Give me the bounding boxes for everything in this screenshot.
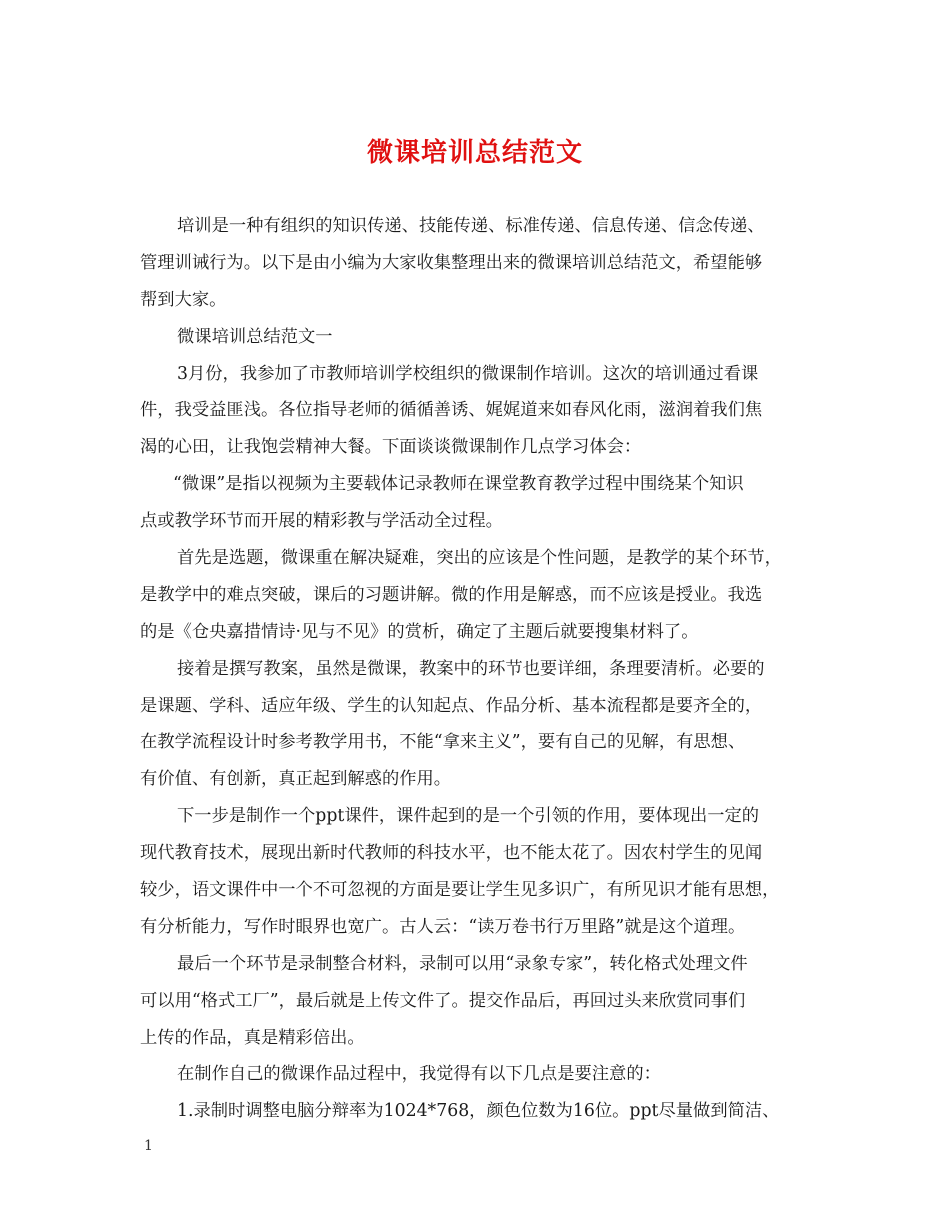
text-line: 可以用“格式工厂”，最后就是上传文件了。提交作品后，再回过头来欣赏同事们 — [140, 990, 746, 1011]
text-line: 是课题、学科、适应年级、学生的认知起点、作品分析、基本流程都是要齐全的， — [140, 695, 763, 716]
text-line: 有价值、有创新，真正起到解惑的作用。 — [140, 769, 452, 790]
text-line: 最后一个环节是录制整合材料，录制可以用“录象专家”，转化格式处理文件 — [177, 953, 748, 974]
text-line: 有分析能力，写作时眼界也宽广。古人云：“读万卷书行万里路”就是这个道理。 — [140, 916, 746, 937]
text-line: 3月份，我参加了市教师培训学校组织的微课制作培训。这次的培训通过看课 — [177, 363, 759, 384]
text-line: 帮到大家。 — [140, 289, 227, 310]
section-heading: 微课培训总结范文一 — [177, 326, 333, 347]
text-line: 1.录制时调整电脑分辩率为1024*768，颜色位数为16位。ppt尽量做到简洁、 — [177, 1101, 780, 1122]
page-number: 1 — [144, 1138, 153, 1154]
text-line: 在制作自己的微课作品过程中，我觉得有以下几点是要注意的： — [177, 1064, 661, 1085]
text-line: 在教学流程设计时参考教学用书，不能“拿来主义”，要有自己的见解，有思想、 — [140, 732, 746, 753]
text-line: 下一步是制作一个ppt课件，课件起到的是一个引领的作用，要体现出一定的 — [177, 806, 760, 827]
document-title: 微课培训总结范文 — [366, 138, 583, 168]
text-line: 是教学中的难点突破，课后的习题讲解。微的作用是解惑，而不应该是授业。我选 — [140, 584, 763, 605]
text-line: 培训是一种有组织的知识传递、技能传递、标准传递、信息传递、信念传递、 — [177, 216, 765, 236]
text-line: 件，我受益匪浅。各位指导老师的循循善诱、娓娓道来如春风化雨，滋润着我们焦 — [140, 400, 763, 421]
text-line: 管理训诫行为。以下是由小编为大家收集整理出来的微课培训总结范文，希望能够 — [140, 252, 763, 273]
text-line: 现代教育技术，展现出新时代教师的科技水平，也不能太花了。因农村学生的见闻 — [140, 843, 763, 864]
text-line: 较少，语文课件中一个不可忽视的方面是要让学生见多识广，有所见识才能有思想， — [140, 880, 780, 901]
text-line: 上传的作品，真是精彩倍出。 — [140, 1027, 365, 1048]
text-line: 渴的心田，让我饱尝精神大餐。下面谈谈微课制作几点学习体会： — [140, 437, 642, 458]
text-line: 接着是撰写教案，虽然是微课，教案中的环节也要详细，条理要清析。必要的 — [177, 658, 765, 679]
text-line: 首先是选题，微课重在解决疑难，突出的应该是个性问题，是教学的某个环节， — [177, 548, 782, 569]
text-line: “微课”是指以视频为主要载体记录教师在课堂教育教学过程中围绕某个知识 — [173, 474, 744, 495]
text-line: 的是《仓央嘉措情诗·见与不见》的赏析，确定了主题后就要搜集材料了。 — [140, 621, 699, 642]
text-line: 点或教学环节而开展的精彩教与学活动全过程。 — [140, 511, 503, 532]
document-body — [140, 208, 830, 1130]
